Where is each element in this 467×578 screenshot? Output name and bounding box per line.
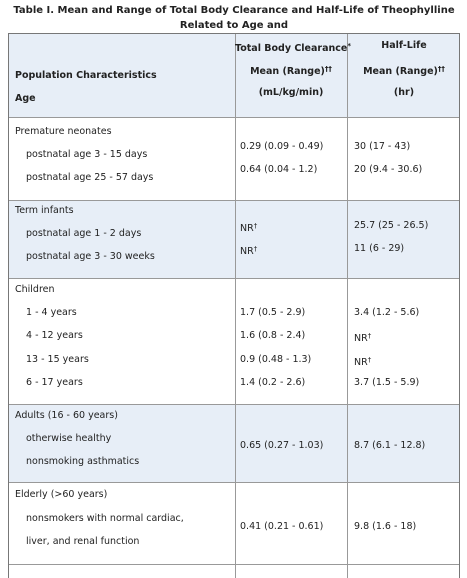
halflife-cell: 3.7 (1.5 - 5.9)	[354, 377, 420, 388]
row-label: liver, and renal function	[26, 536, 140, 547]
row-label: postnatal age 25 - 57 days	[26, 172, 154, 183]
group-label-elderly: Elderly (>60 years)	[15, 489, 108, 500]
row-label: postnatal age 1 - 2 days	[26, 228, 142, 239]
data-table	[8, 33, 460, 578]
group-label-premature: Premature neonates	[15, 126, 112, 137]
halflife-cell: 9.8 (1.6 - 18)	[354, 521, 417, 532]
header-clearance-symbol: *	[347, 42, 352, 50]
clearance-cell: 0.9 (0.48 - 1.3)	[240, 354, 312, 365]
halflife-cell: 3.4 (1.2 - 5.6)	[354, 307, 420, 318]
clearance-cell: 1.4 (0.2 - 2.6)	[240, 377, 306, 388]
halflife-cell	[354, 354, 371, 369]
row-label: nonsmokers with normal cardiac,	[26, 513, 184, 524]
clearance-cell: 0.29 (0.09 - 0.49)	[240, 141, 324, 152]
header-clearance-units: (mL/kg/min)	[258, 87, 324, 98]
row-divider	[9, 564, 459, 565]
clearance-cell: 1.7 (0.5 - 2.9)	[240, 307, 306, 318]
caption-line-1: Table I. Mean and Range of Total Body Clearance and Half-Life of Theophylline Related to Age and	[13, 5, 455, 31]
header-halflife-mean	[347, 63, 461, 78]
nr-symbol: †	[367, 356, 372, 364]
nr-symbol: †	[367, 332, 372, 340]
row-label: 13 - 15 years	[26, 354, 89, 365]
group-label-term-infants: Term infants	[15, 205, 74, 216]
header-clearance-text: Total Body Clearance	[235, 43, 348, 54]
halflife-cell	[354, 330, 371, 345]
row-label: nonsmoking asthmatics	[26, 456, 140, 467]
row-label: 6 - 17 years	[26, 377, 83, 388]
header-clearance-mean-symbol: ††	[324, 65, 332, 73]
group-label-adults: Adults (16 - 60 years)	[15, 410, 118, 421]
clearance-cell: 0.65 (0.27 - 1.03)	[240, 440, 324, 451]
row-divider	[9, 117, 459, 118]
halflife-value: NR	[354, 333, 368, 344]
header-clearance-mean-text: Mean (Range)	[250, 66, 325, 77]
clearance-cell: 0.41 (0.21 - 0.61)	[240, 521, 324, 532]
row-label: 4 - 12 years	[26, 330, 83, 341]
nr-symbol: †	[253, 222, 258, 230]
clearance-cell	[240, 243, 257, 258]
row-divider	[9, 404, 459, 405]
header-halflife-units: (hr)	[393, 87, 415, 98]
row-label: otherwise healthy	[26, 433, 112, 444]
clearance-cell: 0.64 (0.04 - 1.2)	[240, 164, 318, 175]
column-divider-2	[347, 34, 348, 578]
halflife-value: NR	[354, 357, 368, 368]
row-divider	[9, 482, 459, 483]
clearance-value: NR	[240, 246, 254, 257]
halflife-cell: 20 (9.4 - 30.6)	[354, 164, 423, 175]
halflife-cell: 11 (6 - 29)	[354, 243, 405, 254]
header-clearance	[235, 40, 352, 55]
header-clearance-mean	[235, 63, 347, 78]
clearance-value: NR	[240, 223, 254, 234]
header-population: Population Characteristics	[15, 70, 157, 81]
row-label: postnatal age 3 - 15 days	[26, 149, 148, 160]
header-age: Age	[15, 93, 36, 104]
nr-symbol: †	[253, 245, 258, 253]
group-label-children: Children	[15, 284, 55, 295]
halflife-cell: 8.7 (6.1 - 12.8)	[354, 440, 426, 451]
header-halflife: Half-Life	[381, 40, 427, 51]
clearance-cell: 1.6 (0.8 - 2.4)	[240, 330, 306, 341]
halflife-cell: 25.7 (25 - 26.5)	[354, 220, 429, 231]
clearance-cell	[240, 220, 257, 235]
halflife-cell: 30 (17 - 43)	[354, 141, 411, 152]
header-halflife-mean-symbol: ††	[437, 65, 445, 73]
row-divider	[9, 278, 459, 279]
column-divider-1	[235, 34, 236, 578]
row-label: postnatal age 3 - 30 weeks	[26, 251, 155, 262]
row-label: 1 - 4 years	[26, 307, 77, 318]
row-divider	[9, 200, 459, 201]
header-halflife-mean-text: Mean (Range)	[363, 66, 438, 77]
